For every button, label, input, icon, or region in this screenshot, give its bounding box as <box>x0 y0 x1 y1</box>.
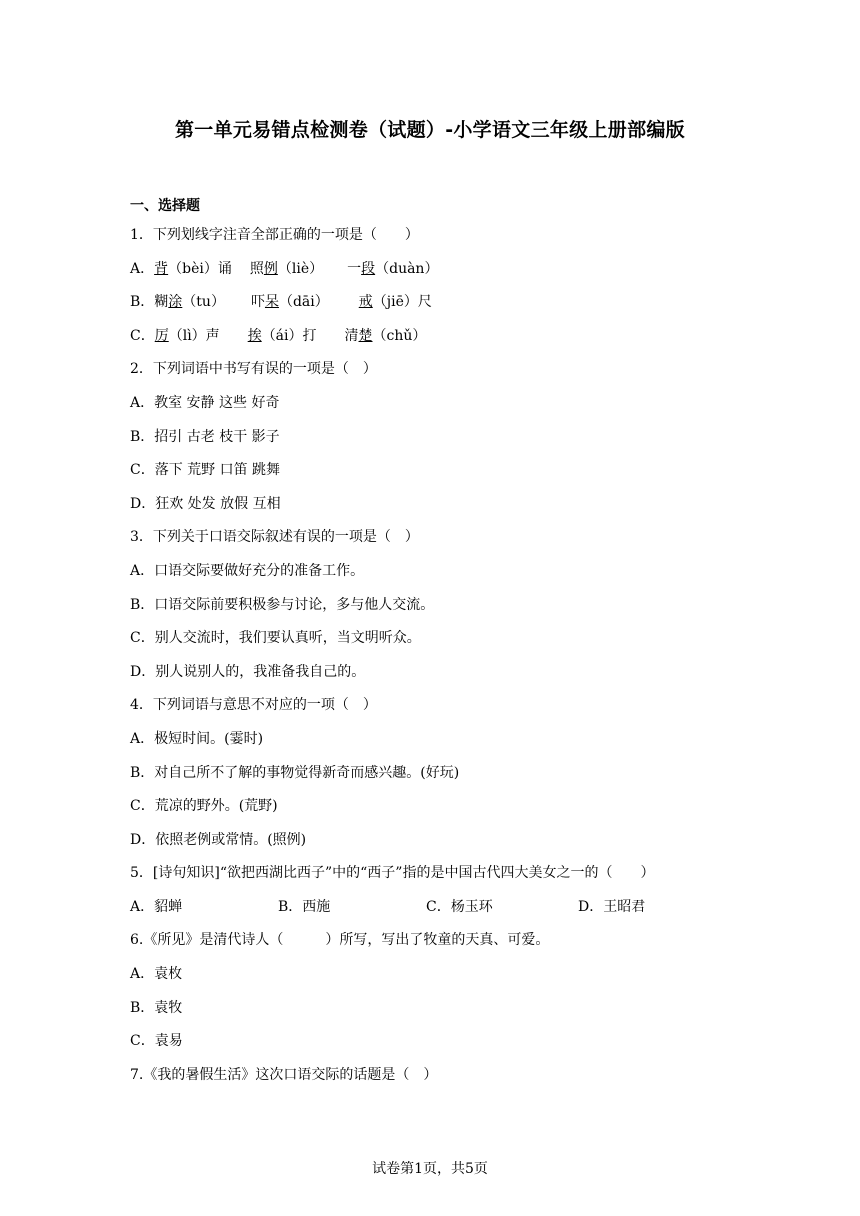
question-4-option-b: B．对自己所不了解的事物觉得新奇而感兴趣。(好玩) <box>130 764 460 781</box>
question-3-stem: 3．下列关于口语交际叙述有误的一项是（ ） <box>130 529 419 546</box>
question-5-stem: 5．[诗句知识]“欲把西湖比西子”中的“西子”指的是中国古代四大美女之一的（ ） <box>130 865 655 882</box>
question-1-option-a: A．背（bèi）诵 照例（liè） 一段（duàn） <box>130 260 439 277</box>
exam-content <box>130 194 730 1092</box>
question-4-option-c: C．荒凉的野外。(荒野) <box>130 798 278 815</box>
question-3-option-d: D．别人说别人的，我准备我自己的。 <box>130 663 366 680</box>
question-2-option-b: B．招引 古老 枝干 影子 <box>130 428 280 445</box>
question-1-option-c: C．厉（lì）声 挨（ái）打 清楚（chǔ） <box>130 327 427 344</box>
question-6-option-a: A．袁枚 <box>130 966 183 983</box>
question-4-option-d: D．依照老例或常情。(照例) <box>130 831 307 848</box>
question-1-option-b: B．糊涂（tu） 吓呆（dāi） 戒（jiē）尺 <box>130 294 432 311</box>
question-2-option-c: C．落下 荒野 口笛 跳舞 <box>130 462 281 479</box>
question-6-stem: 6.《所见》是清代诗人（ ）所写，写出了牧童的天真、可爱。 <box>130 932 550 949</box>
question-2-option-a: A．教室 安静 这些 好奇 <box>130 394 280 411</box>
question-5-option-b: B．西施 <box>278 898 331 915</box>
page-title: 第一单元易错点检测卷（试题）-小学语文三年级上册部编版 <box>175 119 685 141</box>
question-3-option-c: C．别人交流时，我们要认真听，当文明听众。 <box>130 630 421 647</box>
question-5-options <box>130 891 730 925</box>
question-1-stem: 1．下列划线字注音全部正确的一项是（ ） <box>130 227 419 243</box>
page-footer: 试卷第1页，共5页 <box>372 1161 488 1177</box>
question-6-option-b: B．袁牧 <box>130 999 183 1016</box>
question-5-option-a: A．貂蝉 <box>130 898 183 915</box>
question-2-stem: 2．下列词语中书写有误的一项是（ ） <box>130 361 377 378</box>
question-5-option-d: D．王昭君 <box>578 898 646 915</box>
question-3-option-b: B．口语交际前要积极参与讨论，多与他人交流。 <box>130 596 435 613</box>
question-4-stem: 4．下列词语与意思不对应的一项（ ） <box>130 697 377 714</box>
section-title: 一、选择题 <box>130 198 200 214</box>
question-3-option-a: A．口语交际要做好充分的准备工作。 <box>130 562 365 579</box>
question-6-option-c: C．袁易 <box>130 1033 183 1050</box>
question-7-stem: 7.《我的暑假生活》这次口语交际的话题是（ ） <box>130 1066 438 1083</box>
question-2-option-d: D．狂欢 处发 放假 互相 <box>130 495 281 512</box>
question-5-option-c: C．杨玉环 <box>426 898 493 915</box>
question-4-option-a: A．极短时间。(霎时) <box>130 730 264 747</box>
